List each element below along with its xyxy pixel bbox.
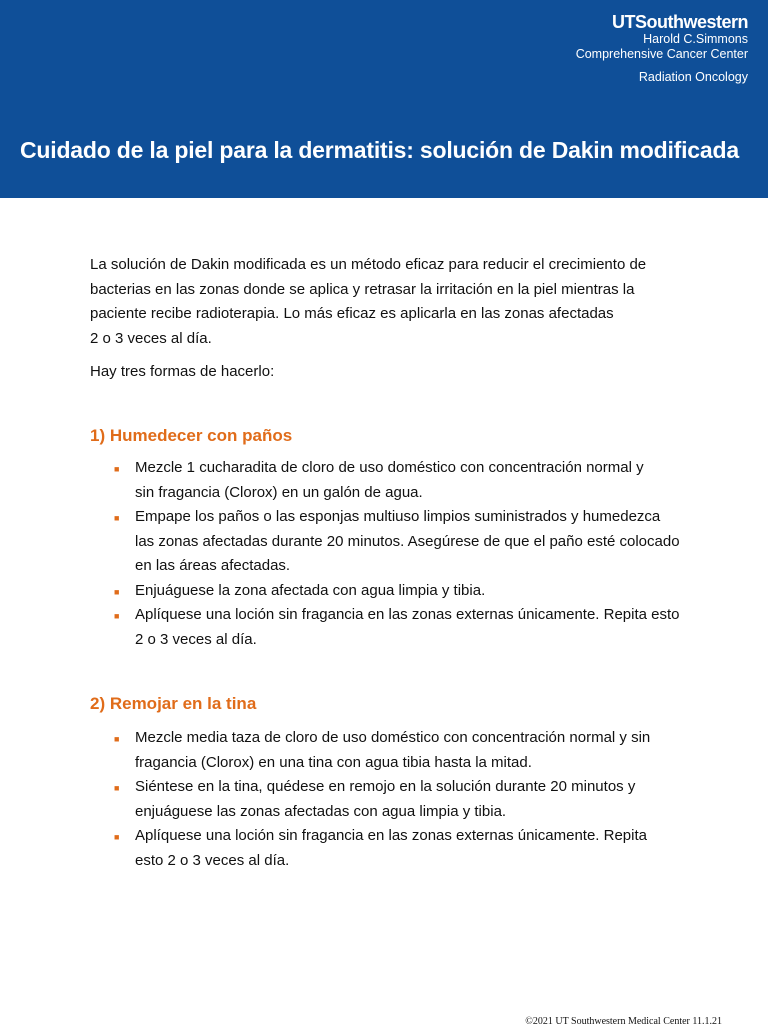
brand-logo	[576, 12, 748, 32]
list-item-line: 2 o 3 veces al día.	[135, 630, 257, 648]
intro-line: La solución de Dakin modificada es un método eficaz para reducir el crecimiento de	[90, 256, 647, 273]
list-item	[90, 775, 720, 824]
list-item	[90, 505, 720, 579]
bullet-icon: ■	[114, 586, 120, 597]
footer-copyright: ©2021 UT Southwestern Medical Center 11.1.21	[525, 1016, 722, 1024]
list-item-line: Aplíquese una loción sin fragancia en las zonas externas únicamente. Repita esto	[135, 606, 680, 623]
list-item-line: Empape los paños o las esponjas multiuso limpios suministrados y humedezca	[135, 508, 661, 525]
section-title-2: 2) Remojar en la tina	[90, 694, 257, 713]
intro-line: bacterias en las zonas donde se aplica y retrasar la irritación en la piel mientras la	[90, 280, 635, 298]
list-item-line: fragancia (Clorox) en una tina con agua tibia hasta la mitad.	[135, 753, 532, 771]
list-item-line: en las áreas afectadas.	[135, 557, 291, 574]
header-banner	[0, 0, 768, 198]
intro-line: 2 o 3 veces al día.	[90, 329, 212, 347]
list-item	[90, 456, 720, 505]
list-item	[90, 579, 720, 604]
intro-line: paciente recibe radioterapia. Lo más eficaz es aplicarla en las zonas afectadas	[90, 305, 614, 322]
bullet-icon: ■	[114, 734, 120, 744]
brand-block	[576, 12, 748, 85]
section-2-list	[90, 726, 720, 873]
brand-line-2: Comprehensive Cancer Center	[575, 47, 748, 61]
list-item-line: Aplíquese una loción sin fragancia en las zonas externas únicamente. Repita	[135, 827, 647, 844]
document-body	[90, 253, 720, 873]
list-item-line: Mezcle media taza de cloro de uso doméstico con concentración normal y sin	[135, 729, 651, 746]
list-item	[90, 726, 720, 775]
brand-department: Radiation Oncology	[638, 70, 748, 84]
section-title-1: 1) Humedecer con paños	[90, 426, 293, 445]
list-item-line: Enjuáguese la zona afectada con agua limpia y tibia.	[135, 581, 486, 599]
list-item-line: Siéntese en la tina, quédese en remojo en la solución durante 20 minutos y	[135, 778, 636, 795]
section-1-list	[90, 456, 720, 652]
bullet-icon: ■	[114, 832, 120, 842]
brand-name: Southwestern	[634, 12, 748, 32]
intro-paragraph	[90, 253, 720, 351]
list-item-line: enjuáguese las zonas afectadas con agua limpia y tibia.	[135, 802, 507, 820]
bullet-icon: ■	[114, 611, 120, 621]
intro-lead: Hay tres formas de hacerlo:	[90, 363, 275, 380]
list-item-line: las zonas afectadas durante 20 minutos. Asegúrese de que el paño esté colocado	[135, 532, 680, 550]
list-item-line: Mezcle 1 cucharadita de cloro de uso doméstico con concentración normal y	[135, 459, 644, 476]
list-item	[90, 824, 720, 873]
bullet-icon: ■	[114, 783, 120, 793]
bullet-icon: ■	[114, 513, 120, 523]
list-item-line: esto 2 o 3 veces al día.	[135, 851, 290, 869]
list-item	[90, 603, 720, 652]
brand-ut: UT	[611, 12, 635, 32]
page-title: Cuidado de la piel para la dermatitis: solución de Dakin modificada	[20, 137, 739, 163]
list-item-line: sin fragancia (Clorox) en un galón de agua.	[135, 483, 423, 501]
brand-line-1: Harold C.Simmons	[643, 32, 748, 46]
bullet-icon: ■	[114, 464, 120, 474]
